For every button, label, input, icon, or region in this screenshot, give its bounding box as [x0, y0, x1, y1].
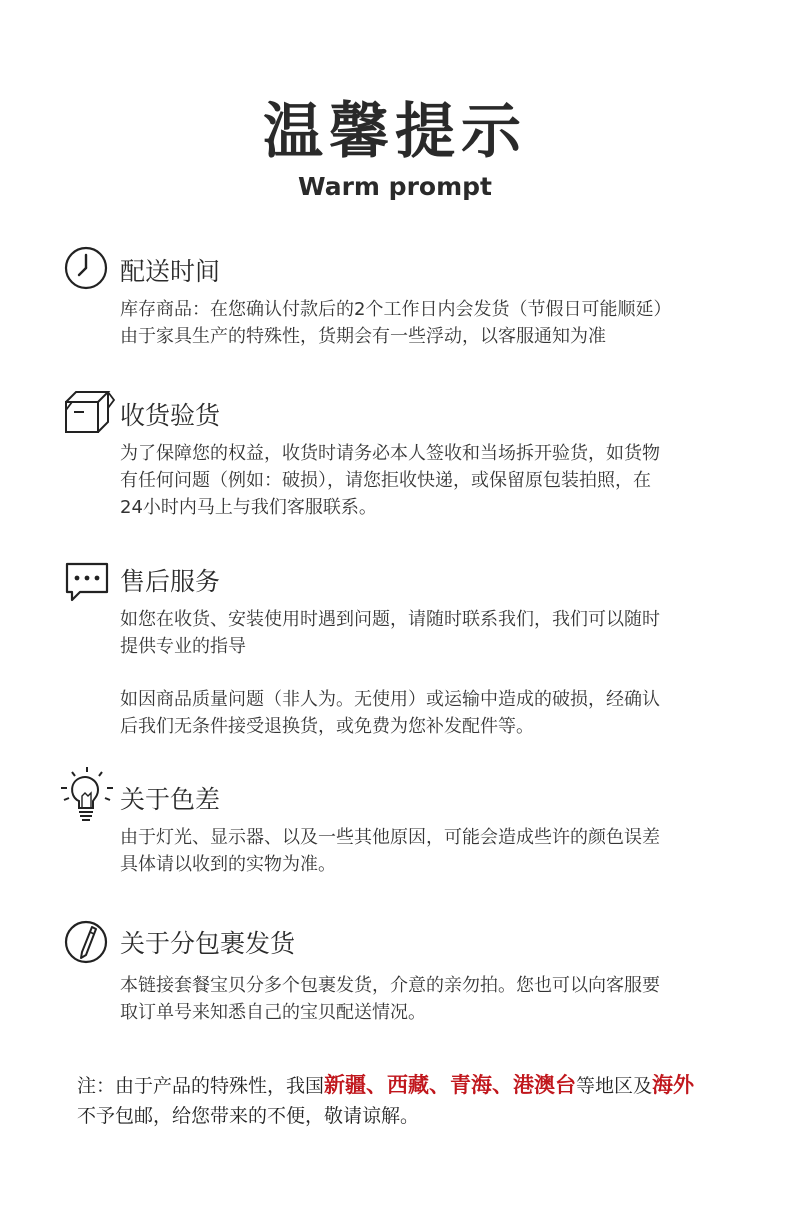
chat-bubble-icon — [62, 558, 114, 610]
page-subtitle: Warm prompt — [298, 172, 492, 201]
section-body — [120, 824, 730, 878]
body-line: 24小时内马上与我们客服联系。 — [120, 497, 377, 518]
body-line: 提供专业的指导 — [120, 636, 246, 657]
shipping-note — [77, 1070, 757, 1131]
section-heading: 售后服务 — [120, 567, 221, 596]
body-line: 本链接套餐宝贝分多个包裹发货，介意的亲勿拍。您也可以向客服要 — [120, 975, 660, 996]
section-heading: 关于色差 — [120, 785, 221, 814]
note-regions: 新疆、西藏、青海、港澳台 — [324, 1073, 577, 1097]
body-line: 有任何问题（例如：破损），请您拒收快递，或保留原包装拍照，在 — [120, 470, 651, 491]
section-body — [120, 440, 730, 521]
body-line: 由于家具生产的特殊性，货期会有一些浮动，以客服通知为准 — [120, 326, 606, 347]
body-line: 取订单号来知悉自己的宝贝配送情况。 — [120, 1002, 426, 1023]
section-body — [120, 606, 730, 660]
section-heading: 配送时间 — [120, 257, 221, 286]
section-heading: 关于分包裹发货 — [120, 929, 296, 958]
body-line: 具体请以收到的实物为准。 — [120, 854, 336, 875]
box-icon — [62, 388, 118, 440]
note-prefix: 注：由于产品的特殊性，我国 — [77, 1075, 325, 1097]
light-bulb-icon — [58, 766, 116, 830]
body-line: 为了保障您的权益，收货时请务必本人签收和当场拆开验货，如货物 — [120, 443, 660, 464]
body-line: 如您在收货、安装使用时遇到问题，请随时联系我们，我们可以随时 — [120, 609, 660, 630]
clock-icon — [62, 244, 114, 296]
note-line-2: 不予包邮，给您带来的不便，敬请谅解。 — [77, 1105, 420, 1127]
section-heading: 收货验货 — [120, 401, 221, 430]
page-title: 温馨提示 — [263, 97, 527, 167]
note-overseas: 海外 — [652, 1073, 695, 1097]
section-body-2 — [120, 686, 730, 740]
section-body — [120, 972, 730, 1026]
pen-icon — [62, 918, 114, 970]
note-middle: 等地区及 — [576, 1075, 653, 1097]
body-line: 后我们无条件接受退换货，或免费为您补发配件等。 — [120, 716, 534, 737]
note-line-1 — [77, 1070, 757, 1101]
body-line: 如因商品质量问题（非人为。无使用）或运输中造成的破损，经确认 — [120, 689, 660, 710]
section-body — [120, 296, 730, 350]
body-line: 由于灯光、显示器、以及一些其他原因，可能会造成些许的颜色误差 — [120, 827, 660, 848]
body-line: 库存商品：在您确认付款后的2个工作日内会发货（节假日可能顺延） — [120, 299, 672, 320]
